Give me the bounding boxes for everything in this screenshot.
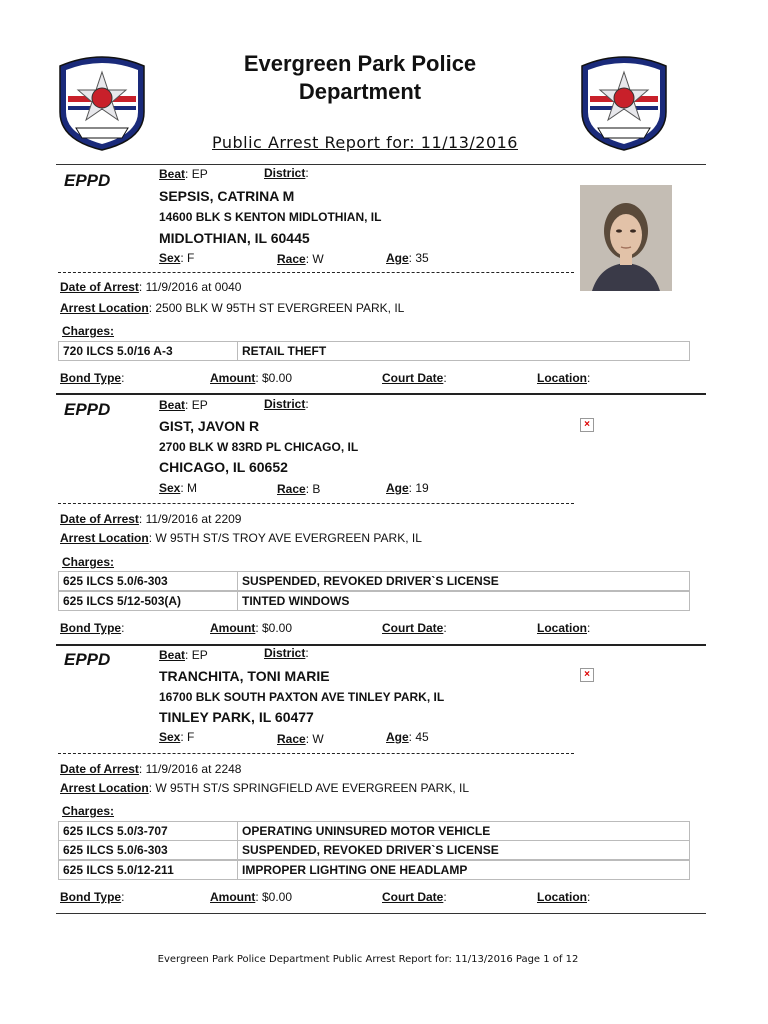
broken-image-icon: × <box>580 668 594 682</box>
record-divider <box>56 393 706 395</box>
arrest-location-field: Arrest Location: 2500 BLK W 95TH ST EVERGREEN PARK, IL <box>60 301 405 315</box>
location-field: Location: <box>537 621 591 635</box>
department-seal-icon <box>578 52 670 152</box>
arrestee-street: 16700 BLK SOUTH PAXTON AVE TINLEY PARK, IL <box>159 690 445 704</box>
header-divider <box>56 164 706 165</box>
department-seal-icon <box>56 52 148 152</box>
sex-field: Sex: M <box>159 481 198 495</box>
charge-row <box>58 860 690 880</box>
arrestee-city: CHICAGO, IL 60652 <box>159 459 288 475</box>
amount-field: Amount: $0.00 <box>210 621 293 635</box>
beat-field: Beat: EP <box>159 648 208 662</box>
date-of-arrest-field: Date of Arrest: 11/9/2016 at 0040 <box>60 280 242 294</box>
report-date-heading <box>160 133 570 152</box>
bond-type-field: Bond Type: <box>60 371 125 385</box>
title-line-2: Department <box>298 79 422 104</box>
charge-description: IMPROPER LIGHTING ONE HEADLAMP <box>242 863 468 877</box>
charge-description: OPERATING UNINSURED MOTOR VEHICLE <box>242 824 491 838</box>
race-field: Race: B <box>277 482 321 496</box>
charge-row <box>58 840 690 860</box>
charges-heading: Charges: <box>62 324 115 338</box>
race-field: Race: W <box>277 732 324 746</box>
report-label: Public Arrest Report for: 11/13/2016 <box>212 133 518 152</box>
beat-field: Beat: EP <box>159 398 208 412</box>
charge-description: SUSPENDED, REVOKED DRIVER`S LICENSE <box>242 843 499 857</box>
sex-field: Sex: F <box>159 730 195 744</box>
arrestee-name: TRANCHITA, TONI MARIE <box>159 668 330 684</box>
bond-type-field: Bond Type: <box>60 890 125 904</box>
arrestee-city: TINLEY PARK, IL 60477 <box>159 709 314 725</box>
charge-row <box>58 591 690 611</box>
charge-code: 625 ILCS 5.0/6-303 <box>63 843 168 857</box>
age-field: Age: 19 <box>386 481 429 495</box>
date-of-arrest-field: Date of Arrest: 11/9/2016 at 2209 <box>60 512 242 526</box>
court-date-field: Court Date: <box>382 621 447 635</box>
arrestee-name: GIST, JAVON R <box>159 418 260 434</box>
date-of-arrest-field: Date of Arrest: 11/9/2016 at 2248 <box>60 762 242 776</box>
age-field: Age: 35 <box>386 251 429 265</box>
broken-image-icon: × <box>580 418 594 432</box>
sex-field: Sex: F <box>159 251 195 265</box>
amount-field: Amount: $0.00 <box>210 371 293 385</box>
charge-row <box>58 571 690 591</box>
district-field: District: <box>264 646 309 660</box>
race-field: Race: W <box>277 252 324 266</box>
bond-type-field: Bond Type: <box>60 621 125 635</box>
record-divider <box>56 644 706 646</box>
agency-label: EPPD <box>64 650 111 669</box>
location-field: Location: <box>537 371 591 385</box>
section-divider <box>58 753 574 754</box>
mugshot-photo <box>580 185 672 291</box>
arrestee-street: 14600 BLK S KENTON MIDLOTHIAN, IL <box>159 210 382 224</box>
section-divider <box>58 503 574 504</box>
record-divider <box>56 913 706 914</box>
arrest-location-field: Arrest Location: W 95TH ST/S TROY AVE EVERGREEN PARK, IL <box>60 531 422 545</box>
title-line-1: Evergreen Park Police <box>243 51 477 76</box>
beat-field: Beat: EP <box>159 167 208 181</box>
section-divider <box>58 272 574 273</box>
page-title <box>160 50 560 106</box>
arrestee-name: SEPSIS, CATRINA M <box>159 188 295 204</box>
arrestee-city: MIDLOTHIAN, IL 60445 <box>159 230 310 246</box>
arrest-location-field: Arrest Location: W 95TH ST/S SPRINGFIELD AVE EVERGREEN PARK, IL <box>60 781 469 795</box>
charge-code: 625 ILCS 5.0/3-707 <box>63 824 168 838</box>
agency-label: EPPD <box>64 171 111 190</box>
charge-description: TINTED WINDOWS <box>242 594 350 608</box>
charge-code: 625 ILCS 5.0/12-211 <box>63 863 174 877</box>
court-date-field: Court Date: <box>382 890 447 904</box>
arrestee-street: 2700 BLK W 83RD PL CHICAGO, IL <box>159 440 359 454</box>
charge-code: 625 ILCS 5.0/6-303 <box>63 574 168 588</box>
amount-field: Amount: $0.00 <box>210 890 293 904</box>
charge-row <box>58 341 690 361</box>
district-field: District: <box>264 166 309 180</box>
age-field: Age: 45 <box>386 730 429 744</box>
page-footer: Evergreen Park Police Department Public Arrest Report for: 11/13/2016 Page 1 of 12 <box>157 954 579 965</box>
charge-description: RETAIL THEFT <box>242 344 327 358</box>
charges-heading: Charges: <box>62 555 115 569</box>
charge-code: 720 ILCS 5.0/16 A-3 <box>63 344 173 358</box>
charges-heading: Charges: <box>62 804 115 818</box>
charge-description: SUSPENDED, REVOKED DRIVER`S LICENSE <box>242 574 499 588</box>
court-date-field: Court Date: <box>382 371 447 385</box>
agency-label: EPPD <box>64 400 111 419</box>
charge-code: 625 ILCS 5/12-503(A) <box>63 594 182 608</box>
district-field: District: <box>264 397 309 411</box>
charge-row <box>58 821 690 841</box>
location-field: Location: <box>537 890 591 904</box>
